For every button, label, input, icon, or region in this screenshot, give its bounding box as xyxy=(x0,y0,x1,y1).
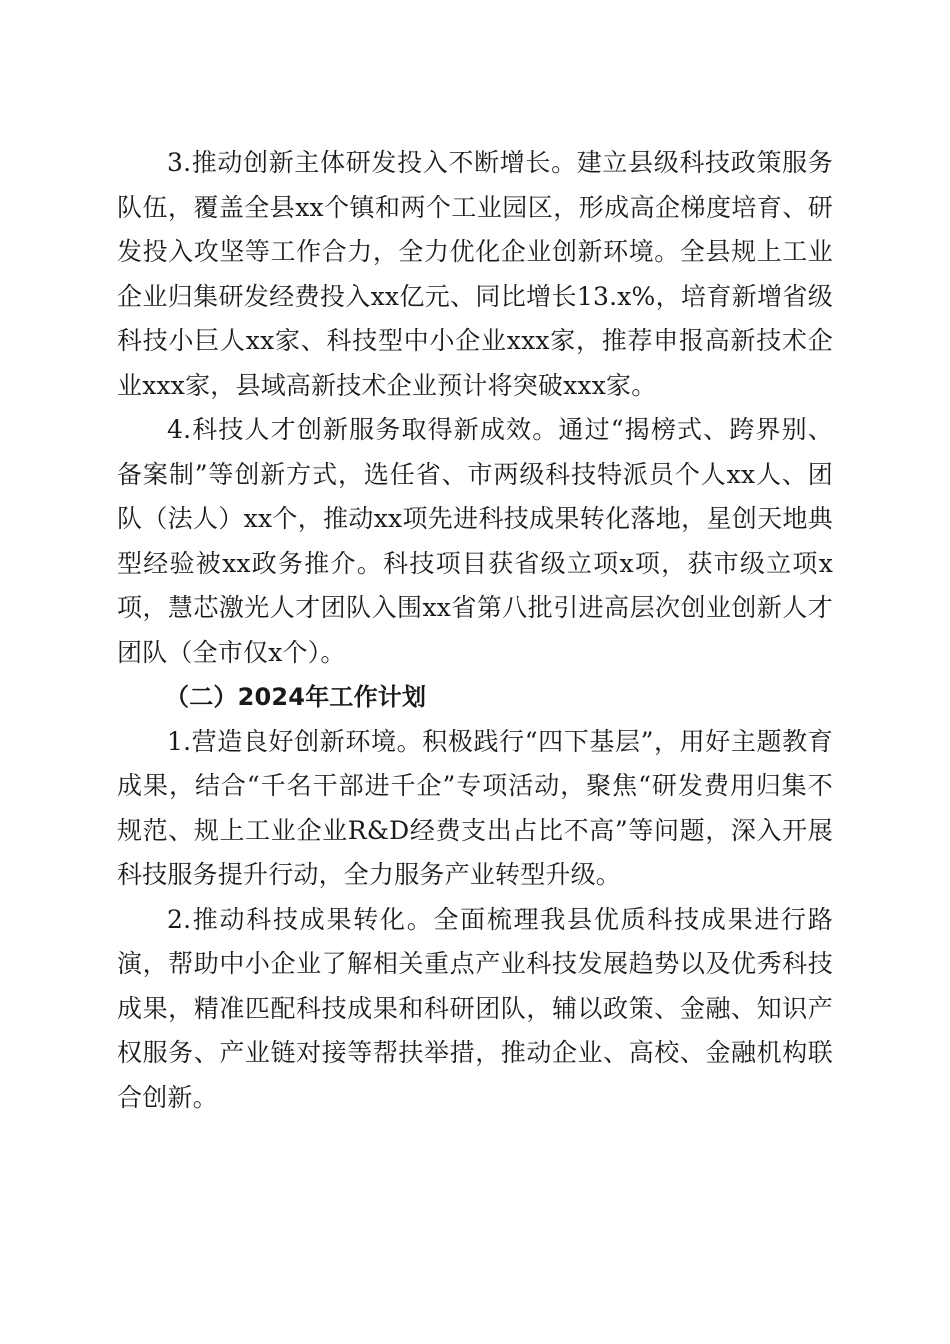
section-heading-2024-plan: （二）2024年工作计划 xyxy=(165,683,427,711)
paragraph-plan-environment: 1.营造良好创新环境。积极践行“四下基层”，用好主题教育成果，结合“千名干部进千企”专项活动，聚焦“研发费用归集不规范、规上工业企业R&D经费支出占比不高”等问题，深入开展科技服务提升行动，全力服务产业转型升级。 xyxy=(117,726,833,889)
document-body xyxy=(117,141,833,1120)
paragraph-plan-transfer: 2.推动科技成果转化。全面梳理我县优质科技成果进行路演，帮助中小企业了解相关重点产业科技发展趋势以及优秀科技成果，精准匹配科技成果和科研团队，辅以政策、金融、知识产权服务、产业链对接等帮扶举措，推动企业、高校、金融机构联合创新。 xyxy=(117,904,833,1112)
paragraph-innovation-investment: 3.推动创新主体研发投入不断增长。建立县级科技政策服务队伍，覆盖全县xx个镇和两个工业园区，形成高企梯度培育、研发投入攻坚等工作合力，全力优化企业创新环境。全县规上工业企业归集研发经费投入xx亿元、同比增长13.x%，培育新增省级科技小巨人xx家、科技型中小企业xxx家，推荐申报高新技术企业xxx家，县域高新技术企业预计将突破xxx家。 xyxy=(117,148,833,400)
paragraph-talent-services: 4.科技人才创新服务取得新成效。通过“揭榜式、跨界别、备案制”等创新方式，选任省、市两级科技特派员个人xx人、团队（法人）xx个，推动xx项先进科技成果转化落地，星创天地典型经验被xx政务推介。科技项目获省级立项x项，获市级立项x项，慧芯激光人才团队入围xx省第八批引进高层次创业创新人才团队（全市仅x个）。 xyxy=(117,415,833,667)
